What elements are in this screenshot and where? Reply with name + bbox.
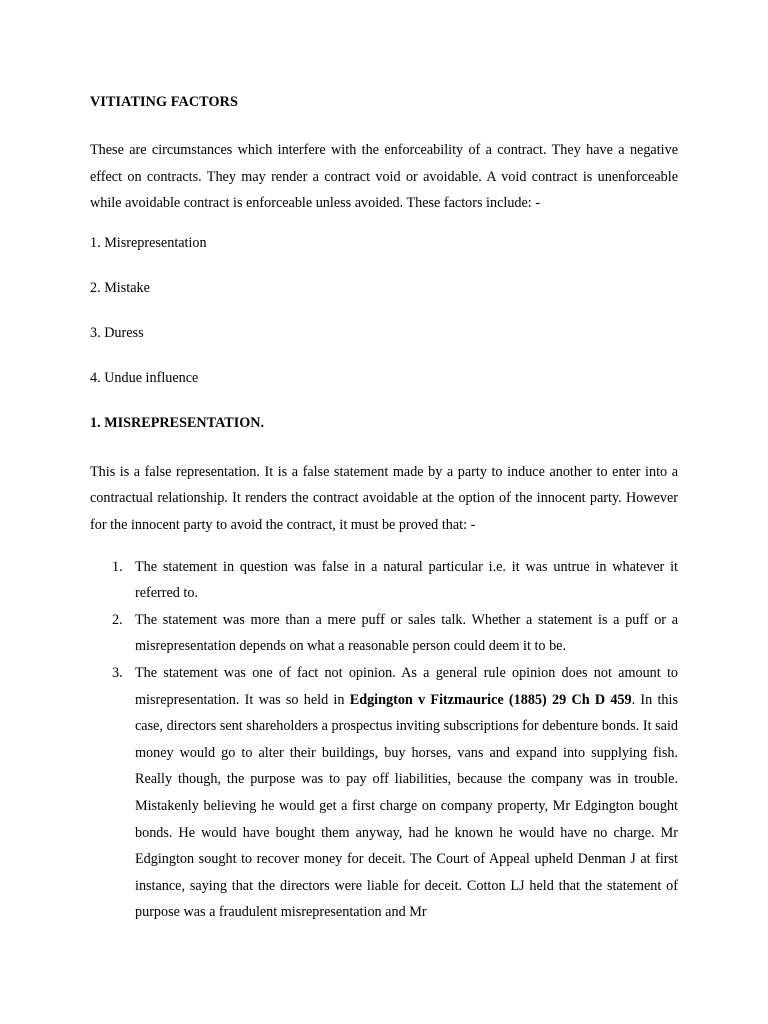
intro-paragraph: These are circumstances which interfere with the enforceability of a contract. They have a negative effect on contracts. They may render a contract void or avoidable. A void contract is unenforceable while avoidable contract is enforceable unless avoided. These factors include: - — [90, 142, 678, 212]
requirement-text-after: . In this case, directors sent shareholders a prospectus inviting subscriptions for debenture bonds. It said money would go to alter their buildings, buy horses, vans and expand into supplying fish. Really though, the purpose was to pay off liabilities, because the company was in trouble. Mistakenly believing he would get a first charge on company property, Mr Edgington bought bonds. He would have bought them anyway, had he known he would have no charge. Mr Edgington sought to recover money for deceit. The Court of Appeal upheld Denman J at first instance, saying that the directors were liable for deceit. Cotton LJ held that the statement of purpose was a fraudulent misrepresentation and Mr — [135, 691, 678, 921]
factor-item: 4. Undue influence — [90, 369, 199, 386]
requirement-item — [90, 607, 678, 660]
document-title: VITIATING FACTORS — [90, 94, 238, 110]
requirement-text-before: The statement was one of fact not opinion. As a general rule opinion does not amount to misrepresentation. It was so held in — [135, 664, 678, 708]
requirement-number: 3. — [112, 664, 123, 681]
factors-list — [90, 234, 678, 387]
factor-item: 1. Misrepresentation — [90, 234, 207, 251]
factor-item: 2. Mistake — [90, 279, 150, 296]
requirements-list — [90, 554, 678, 926]
case-citation: Edgington v Fitzmaurice (1885) 29 Ch D 459 — [349, 691, 632, 708]
requirement-item — [90, 554, 678, 607]
section-heading: 1. MISREPRESENTATION. — [90, 414, 265, 431]
requirement-text: The statement in question was false in a natural particular i.e. it was untrue in whatever it referred to. — [135, 558, 678, 602]
requirement-number: 1. — [112, 558, 123, 575]
factor-item: 3. Duress — [90, 324, 144, 341]
definition-paragraph: This is a false representation. It is a false statement made by a party to induce another to enter into a contractual relationship. It renders the contract avoidable at the option of the innocent party. However for the innocent party to avoid the contract, it must be proved that: - — [90, 463, 678, 533]
requirement-number: 2. — [112, 611, 123, 628]
requirement-text: The statement was more than a mere puff or sales talk. Whether a statement is a puff or a misrepresentation depends on what a reasonable person could deem it to be. — [135, 611, 678, 655]
requirement-item — [90, 660, 678, 926]
